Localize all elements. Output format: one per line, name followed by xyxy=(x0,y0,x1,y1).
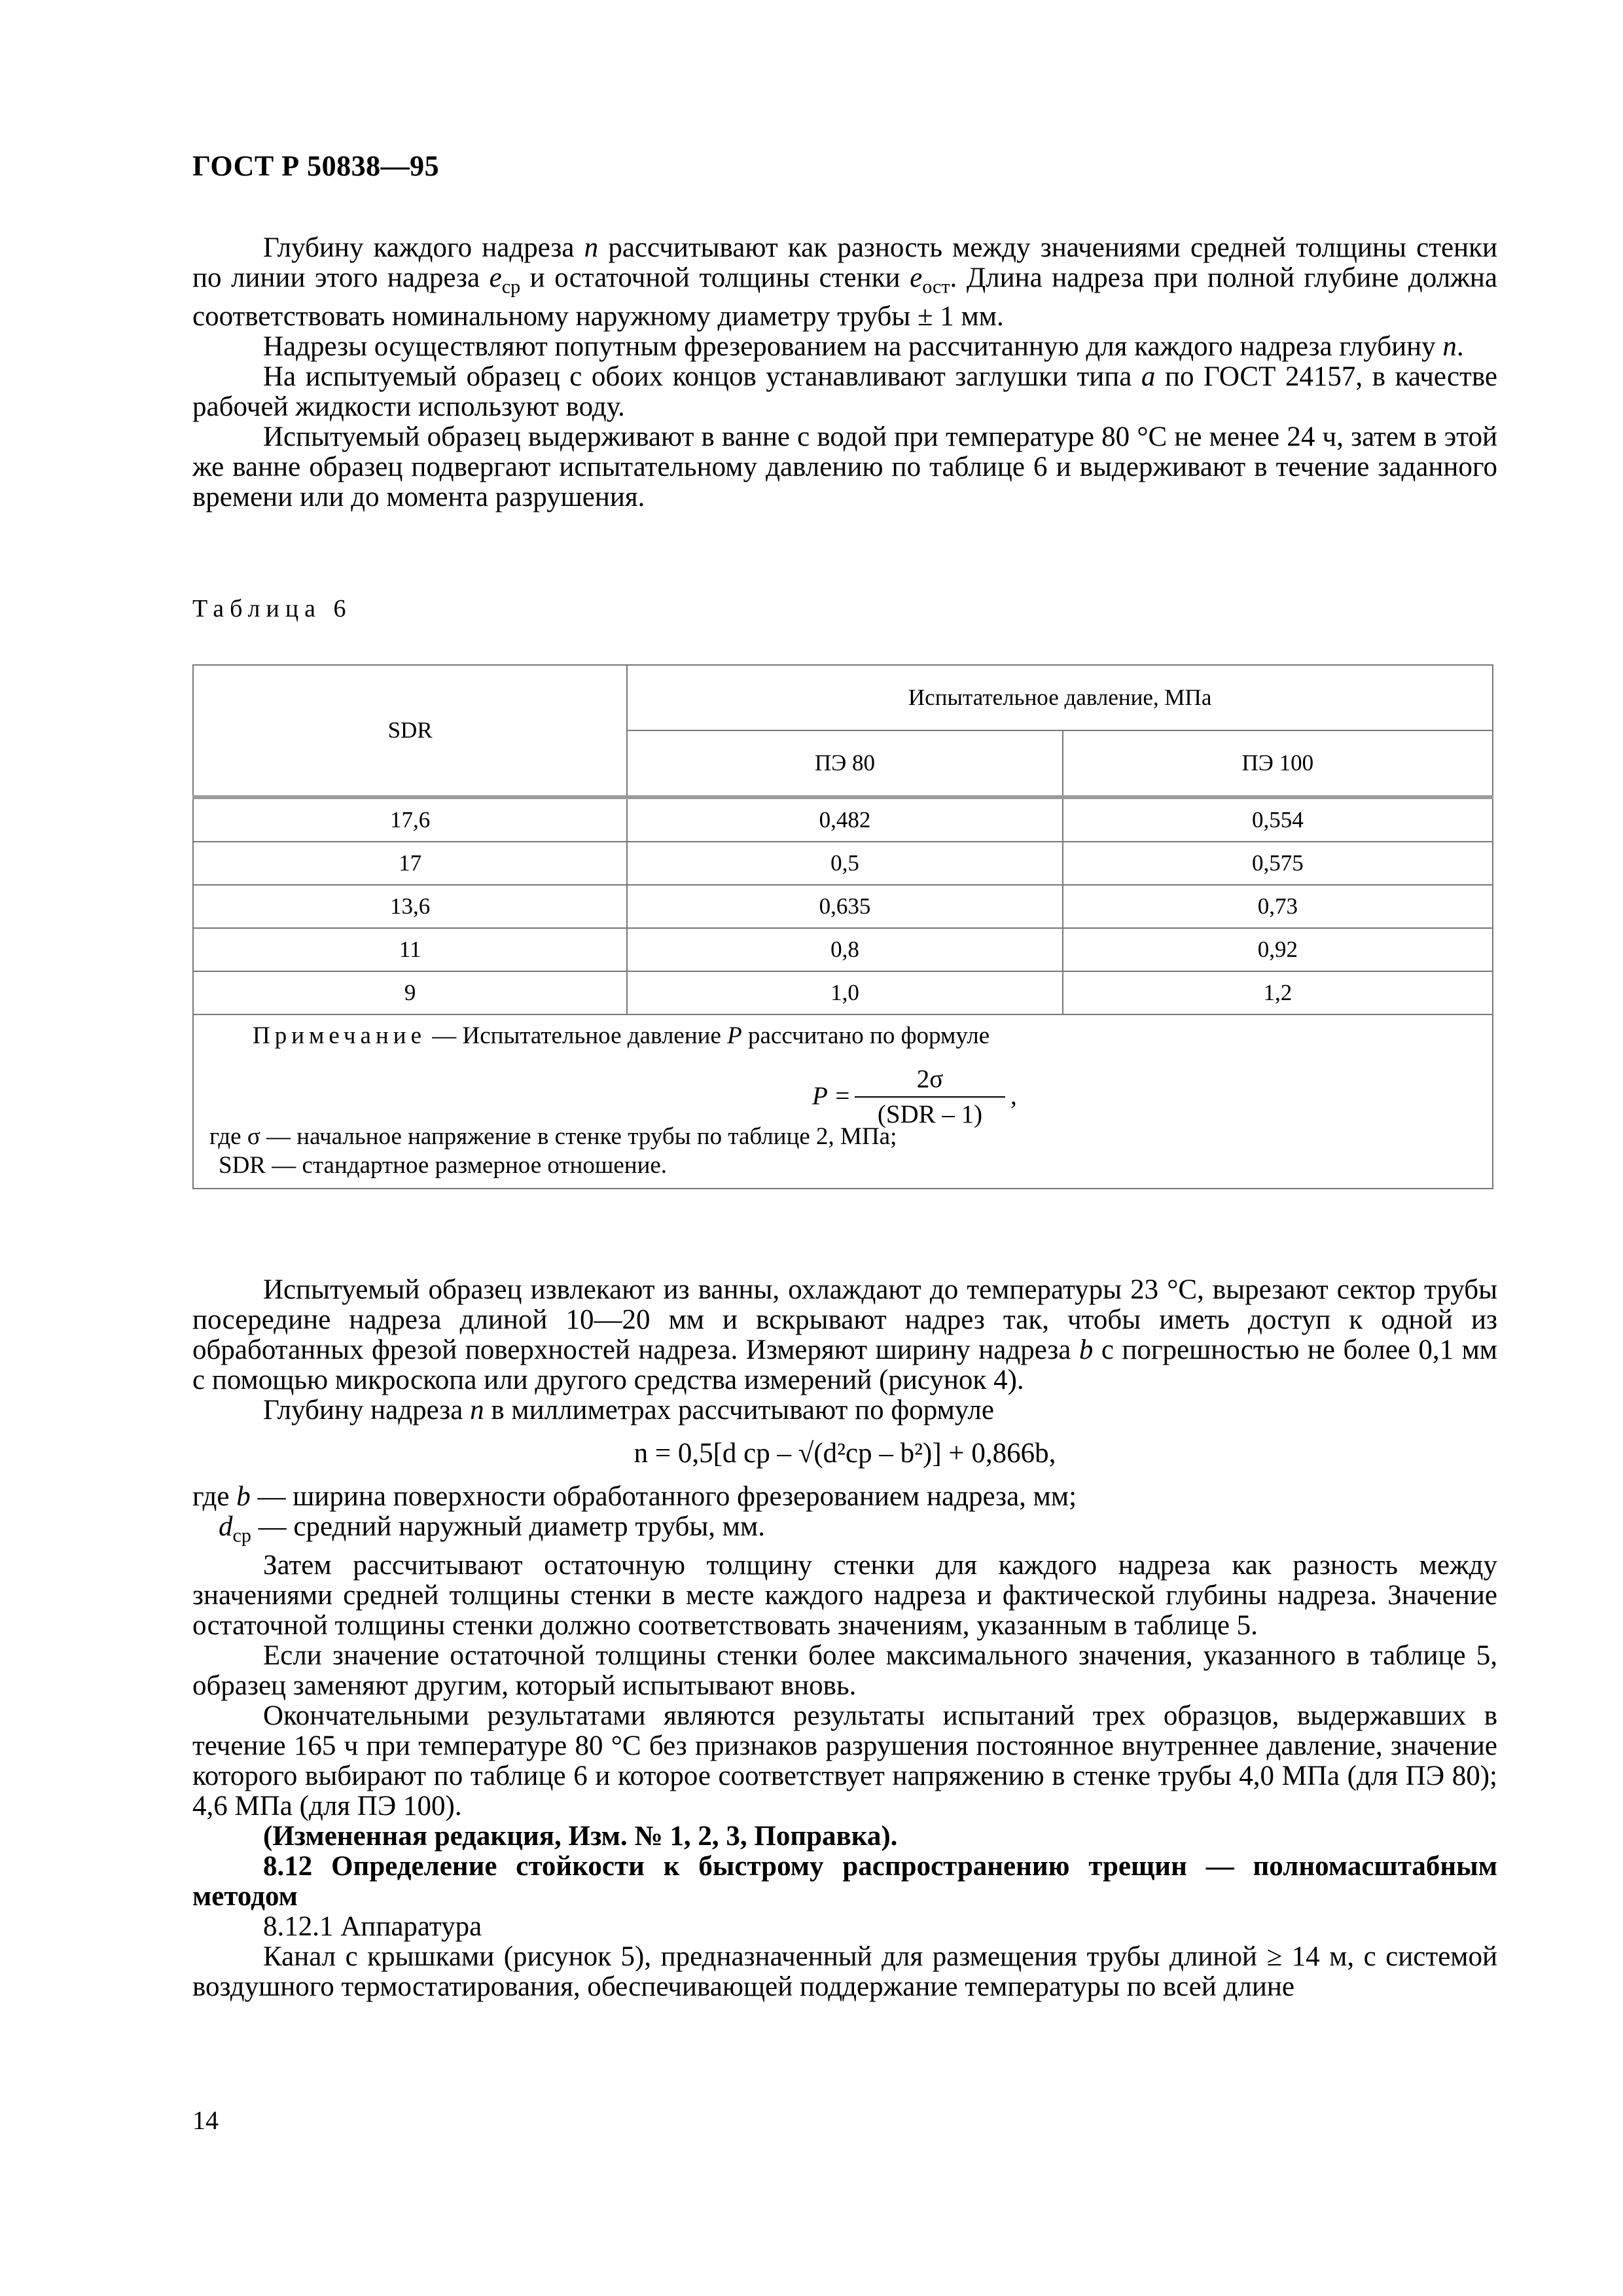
cell-sdr: 17 xyxy=(193,842,627,885)
paragraph-milling: Надрезы осуществляют попутным фрезерованием на рассчитанную для каждого надреза глубину n. xyxy=(263,331,1464,362)
formula-denominator: (SDR – 1) xyxy=(877,1100,983,1128)
header-pressure: Испытательное давление, МПа xyxy=(627,665,1493,730)
cell-pe80: 0,8 xyxy=(627,928,1062,971)
table-row xyxy=(193,842,1493,885)
section-8-12-1-heading: 8.12.1 Аппаратура xyxy=(263,1910,482,1942)
cell-pe100: 0,575 xyxy=(1063,842,1493,885)
amendment-note: (Измененная редакция, Изм. № 1, 2, 3, Поправка). xyxy=(263,1820,898,1852)
table-note xyxy=(193,1014,1493,1189)
table-row xyxy=(193,885,1493,928)
body-text-block xyxy=(192,1275,1497,2002)
paragraph-channel: Канал с крышками (рисунок 5), предназначенный для размещения трубы длиной ≥ 14 м, с системой воздушного термостатирования, обеспечивающей поддержание температуры по всей длине xyxy=(192,1941,1497,2002)
cell-sdr: 9 xyxy=(193,971,627,1014)
cell-sdr: 17,6 xyxy=(193,797,627,842)
cell-sdr: 13,6 xyxy=(193,885,627,928)
paragraph-bath: Испытуемый образец выдерживают в ванне с водой при температуре 80 °С не менее 24 ч, затем в этой же ванне образец подвергают испытательному давлению по таблице 6 и выдерживают в течение заданного времени или до момента разрушения. xyxy=(192,421,1497,512)
note-where-sigma: где σ — начальное напряжение в стенке трубы по таблице 2, МПа; xyxy=(209,1123,897,1150)
cell-pe100: 0,73 xyxy=(1063,885,1493,928)
table-6 xyxy=(192,664,1493,1189)
cell-pe100: 1,2 xyxy=(1063,971,1493,1014)
cell-sdr: 11 xyxy=(193,928,627,971)
where-b: где b — ширина поверхности обработанного фрезерованием надреза, мм; xyxy=(192,1481,1077,1512)
cell-pe100: 0,554 xyxy=(1063,797,1493,842)
paragraph-plugs: На испытуемый образец с обоих концов устанавливают заглушки типа a по ГОСТ 24157, в качестве рабочей жидкости используют воду. xyxy=(192,361,1497,422)
paragraph-extract: Испытуемый образец извлекают из ванны, охлаждают до температуры 23 °С, вырезают сектор трубы посередине надреза длиной 10—20 мм и вскрывают надрез так, чтобы иметь доступ к одной из обработанных фрезой поверхностей надреза. Измеряют ширину надреза b с погрешностью не более 0,1 мм с помощью микроскопа или другого средства измерений (рисунок 4). xyxy=(192,1274,1497,1395)
paragraph-results: Окончательными результатами являются результаты испытаний трех образцов, выдержавших в течение 165 ч при температуре 80 °С без признаков разрушения постоянное внутреннее давление, значение которого выбирают по таблице 6 и которое соответствует напряжению в стенке трубы 4,0 МПа (для ПЭ 80); 4,6 МПа (для ПЭ 100). xyxy=(192,1700,1497,1821)
header-sdr: SDR xyxy=(193,665,627,797)
where-d: $d_{ср}$ — средний наружный диаметр трубы, мм. xyxy=(219,1511,765,1547)
header-pe80: ПЭ 80 xyxy=(627,730,1062,797)
cell-pe80: 0,635 xyxy=(627,885,1062,928)
paragraph-depth-formula: Глубину надреза n в миллиметрах рассчитывают по формуле xyxy=(263,1395,994,1426)
cell-pe80: 1,0 xyxy=(627,971,1062,1014)
table-row xyxy=(193,971,1493,1014)
cell-pe80: 0,5 xyxy=(627,842,1062,885)
cell-pe80: 0,482 xyxy=(627,797,1062,842)
header-pe100: ПЭ 100 xyxy=(1063,730,1493,797)
note-formula: P = 2σ (SDR – 1) , xyxy=(812,1065,1017,1128)
cell-pe100: 0,92 xyxy=(1063,928,1493,971)
page-number: 14 xyxy=(192,2106,219,2135)
document-header: ГОСТ Р 50838—95 xyxy=(192,150,440,182)
formula-numerator: 2σ xyxy=(855,1065,1005,1098)
paragraph-replace: Если значение остаточной толщины стенки более максимального значения, указанного в таблице 5, образец заменяют другим, который испытывают вновь. xyxy=(192,1640,1497,1701)
paragraph-notch-depth: Глубину каждого надреза n рассчитывают как разность между значениями средней толщины стенки по линии этого надреза $e_{ср}$ и остаточной толщины стенки $e_{ост}$. Длина надреза при полной глубине должна соответствовать номинальному наружному диаметру трубы ± 1 мм. xyxy=(192,232,1497,332)
section-8-12-heading: 8.12 Определение стойкости к быстрому распространению трещин — полномасштабным методом xyxy=(192,1850,1497,1912)
paragraph-residual: Затем рассчитывают остаточную толщину стенки для каждого надреза как разность между значениями средней толщины стенки в месте каждого надреза и фактической глубины надреза. Значение остаточной толщины стенки должно соответствовать значениям, указанным в таблице 5. xyxy=(192,1549,1497,1641)
note-intro: Примечание — Испытательное давление P рассчитано по формуле xyxy=(253,1022,990,1049)
table-row xyxy=(193,928,1493,971)
table-caption: Таблица 6 xyxy=(192,595,352,622)
table-row xyxy=(193,797,1493,842)
note-where-sdr: SDR — стандартное размерное отношение. xyxy=(219,1152,668,1179)
formula-n: n = 0,5[d ср – √(d²ср – b²)] + 0,866b, xyxy=(633,1438,1056,1469)
top-text-block xyxy=(192,233,1497,512)
